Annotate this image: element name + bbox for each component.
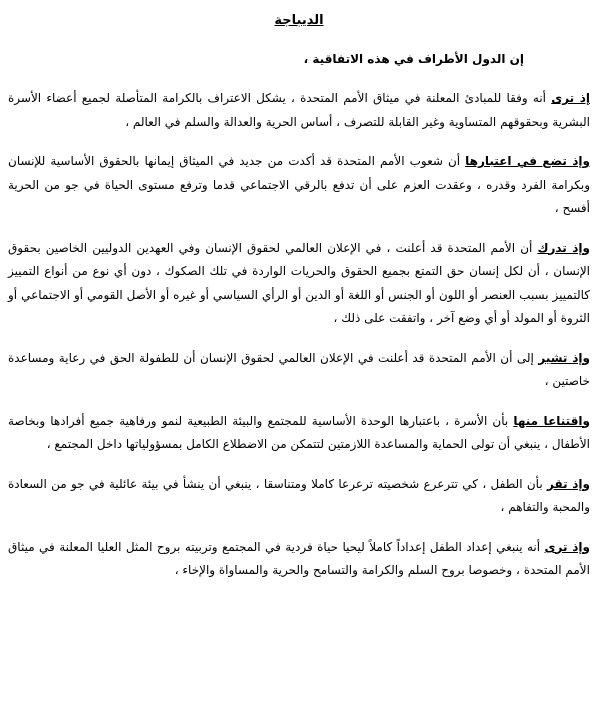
paragraph-lead: وإذ ترى [544, 539, 590, 554]
paragraph-text: أنه ينبغي إعداد الطفل إعداداً كاملاً ليحيا حياة فردية في المجتمع وتربيته بروح المثل العليا المعلنة في ميثاق الأمم المتحدة ، وخصوصا بروح السلم والكرامة والتسامح والحرية والمساواة والإخاء ، [8, 539, 590, 577]
document-title: الديباجة [274, 13, 324, 28]
preamble-paragraph-4 [8, 347, 590, 394]
preamble-paragraph-1 [8, 87, 590, 134]
paragraph-lead: وإذ تقر [546, 476, 591, 491]
intro-line: إن الدول الأطراف في هذه الاتفاقية ، [303, 52, 524, 66]
paragraph-text: أنه وفقا للمبادئ المعلنة في ميثاق الأمم المتحدة ، يشكل الاعتراف بالكرامة المتأصلة لجميع أعضاء الأسرة البشرية وبحقوقهم المتساوية وغير القابلة للتصرف ، أساس الحرية والعدالة والسلم في العالم ، [8, 91, 590, 129]
paragraph-text: أن الأمم المتحدة قد أعلنت ، في الإعلان العالمي لحقوق الإنسان وفي العهدين الدوليين الخاصين بحقوق الإنسان ، أن لكل إنسان حق التمتع بجميع الحقوق والحريات الواردة في تلك الصكوك ، دون أي نوع من أنواع التمييز كالتمييز بسبب العنصر أو اللون أو الجنس أو اللغة أو الدين أو الرأي السياسي أو غيره أو الأصل القومي أو الاجتماعي أو الثروة أو المولد أو أي وضع آخر ، واتفقت على ذلك ، [8, 240, 590, 325]
preamble-paragraph-2 [8, 150, 590, 221]
paragraph-lead: إذ ترى [551, 91, 590, 105]
paragraph-lead: وإذ تضع في اعتبارها [465, 154, 591, 168]
preamble-paragraph-7 [8, 536, 590, 583]
paragraph-text: بأن الطفل ، كي تترعرع شخصيته ترعرعا كاملا ومتناسقا ، ينبغي أن ينشأ في بيئة عائلية في جو من السعادة والمحبة والتفاهم ، [8, 476, 590, 514]
paragraph-lead: وإذ تشير [538, 350, 590, 365]
preamble-paragraph-3 [8, 237, 590, 331]
paragraph-lead: وإذ تدرك [537, 240, 590, 255]
paragraph-text: بأن الأسرة ، باعتبارها الوحدة الأساسية للمجتمع والبيئة الطبيعية لنمو ورفاهية جميع أفرادها وبخاصة الأطفال ، ينبغي أن تولى الحماية والمساعدة اللازمتين لتتمكن من الاضطلاع الكامل بمسؤولياتها داخل المجتمع ، [8, 413, 590, 451]
paragraph-text: أن شعوب الأمم المتحدة قد أكدت من جديد في الميثاق إيمانها بالحقوق الأساسية للإنسان وبكرامة الفرد وقدره ، وعقدت العزم على أن تدفع بالرقي الاجتماعي قدما وترفع مستوى الحياة في جو من الحرية أفسح ، [8, 154, 590, 215]
paragraph-lead: واقتناعا منها [513, 413, 590, 428]
preamble-paragraph-5 [8, 410, 590, 457]
preamble-paragraph-6 [8, 473, 590, 520]
paragraph-text: إلى أن الأمم المتحدة قد أعلنت في الإعلان العالمي لحقوق الإنسان أن للطفولة الحق في رعاية ومساعدة خاصتين ، [8, 350, 590, 388]
